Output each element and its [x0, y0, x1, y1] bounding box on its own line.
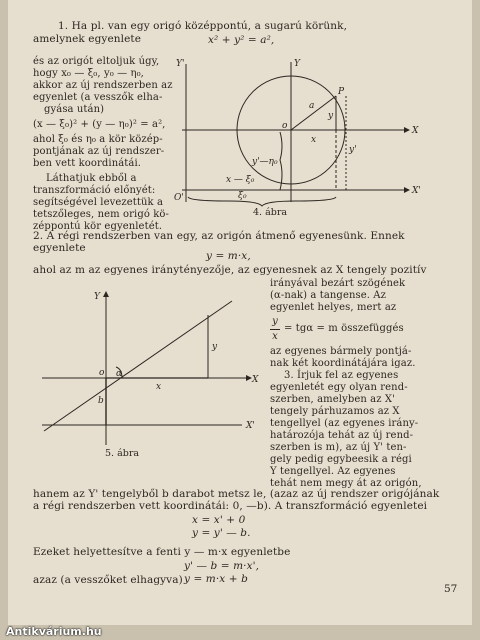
right-col-line: az egyenes bármely pontjá-	[270, 346, 412, 357]
right-col-line: szerben is m), az új Y' ten-	[270, 442, 407, 453]
right-col-line: irányával bezárt szögének	[270, 278, 406, 289]
fig5-label-Y: Y	[94, 292, 100, 302]
section1-title: 1. Ha pl. van egy origó középpontú, a sugarú körünk,	[58, 20, 348, 32]
fig5-label-b: b	[98, 396, 104, 406]
fig5-label-Xprime: X'	[246, 421, 255, 431]
fig5-label-alpha: α	[116, 369, 123, 379]
section2-line3: ahol az m az egyenes iránytényezője, az egyenesnek az X tengely pozitív	[33, 264, 427, 276]
fraction-denominator: x	[272, 331, 278, 342]
figure-4-caption: 4. ábra	[253, 207, 288, 218]
section3-line2: a régi rendszerben vett koordinátái: 0, —b). A transzformáció egyenletei	[33, 500, 428, 512]
left-col-line: segítségével levezettük a	[33, 197, 164, 208]
section2-line1: 2. A régi rendszerben van egy, az origón átmenő egyenesünk. Ennek	[33, 230, 405, 242]
fig4-label-o: o	[282, 121, 288, 131]
fig5-label-X: X	[252, 375, 259, 385]
section1-line2: amelynek egyenlete	[33, 33, 142, 45]
fig4-label-Xprime: X'	[412, 186, 421, 196]
fig4-label-P: P	[338, 87, 345, 97]
right-col-line: egyenlet helyes, mert az	[270, 302, 397, 313]
figure-5-diagram	[36, 285, 264, 447]
left-col-line: és az origót eltoljuk úgy,	[33, 56, 160, 67]
sloped-line	[44, 301, 232, 431]
section3-line4: azaz (a vesszőket elhagyva)	[33, 574, 183, 586]
left-col-line: pontjának az új rendszer-	[33, 146, 165, 157]
fig5-label-x: x	[156, 382, 162, 392]
section3-line1: hanem az Y' tengelyből b darabot metsz le, (azaz az új rendszer origójának	[33, 488, 440, 500]
fraction-rest: = tgα = m összefüggés	[284, 323, 404, 334]
fig4-label-Yprime: Y'	[176, 59, 185, 69]
left-col-line: gyása után)	[44, 104, 105, 115]
fig4-label-x: x	[311, 135, 317, 145]
section3-line3: Ezeket helyettesítve a fenti y — m·x egyenletbe	[33, 546, 291, 558]
fraction-numerator: y	[272, 316, 278, 327]
figure-5-caption: 5. ábra	[105, 448, 140, 459]
left-col-line: zéppontú kör egyenletét.	[33, 221, 163, 232]
right-col-line: tengellyel (az egyenes irány-	[270, 418, 419, 429]
figure-4-diagram	[168, 52, 458, 214]
right-col-line: tehát nem megy át az origón,	[270, 478, 422, 489]
transform-eq2: y = y' — b.	[192, 527, 251, 539]
left-col-line: Láthatjuk ebből a	[46, 173, 137, 184]
left-col-line: akkor az új rendszerben az	[33, 80, 173, 91]
right-col-line: határozója tehát az új rend-	[270, 430, 414, 441]
fig4-label-Oprime: O'	[174, 193, 184, 203]
fig4-label-a: a	[309, 101, 315, 111]
circle-equation: x² + y² = a²,	[208, 34, 275, 46]
final-eq: y = m·x + b	[184, 573, 248, 585]
left-col-line: egyenlet (a vesszők elha-	[33, 92, 163, 103]
page-number: 57	[444, 583, 458, 595]
substituted-eq: y' — b = m·x',	[184, 560, 260, 572]
right-col-line: (α-nak) a tangense. Az	[270, 290, 386, 301]
right-col-line: Y tengellyel. Az egyenes	[270, 466, 396, 477]
left-col-line: ben vett koordinátái.	[33, 158, 142, 169]
transform-eq1: x = x' + 0	[192, 514, 246, 526]
section2-line2: egyenlete	[33, 242, 86, 254]
watermark-logo: Antikvárium.hu	[6, 625, 102, 638]
fig4-label-X: X	[412, 126, 419, 136]
fig4-label-y: y	[328, 111, 334, 121]
left-col-line: hogy x₀ — ξ₀, y₀ — η₀,	[33, 68, 144, 79]
left-col-line: tetszőleges, nem origó kö-	[33, 209, 169, 220]
left-col-line: ahol ξ₀ és η₀ a kör közép-	[33, 134, 163, 145]
right-col-line: 3. Írjuk fel az egyenes	[284, 370, 399, 381]
fig4-label-xi0: ξ₀	[238, 191, 247, 201]
right-col-line: nak két koordinátájára igaz.	[270, 358, 416, 369]
fig4-label-x-xi: x — ξ₀	[226, 175, 255, 185]
right-col-line: egyenletét egy olyan rend-	[270, 382, 408, 393]
fig5-label-o: o	[99, 368, 105, 378]
left-col-line: (x — ξ₀)² + (y — η₀)² = a²,	[33, 119, 166, 130]
line-equation: y = m·x,	[206, 250, 251, 262]
book-page	[8, 0, 472, 625]
fig5-label-y: y	[212, 342, 218, 352]
right-col-line: szerben, amelyben az X'	[270, 394, 395, 405]
right-col-line: tengely párhuzamos az X	[270, 406, 400, 417]
fig4-label-yprime-eta: y'—η₀	[252, 157, 278, 167]
fig4-label-yprime: y'	[349, 145, 357, 155]
fig4-label-Y: Y	[294, 59, 300, 69]
left-col-line: transzformáció előnyét:	[33, 185, 156, 196]
right-col-line: gely pedig egybeesik a régi	[270, 454, 412, 465]
